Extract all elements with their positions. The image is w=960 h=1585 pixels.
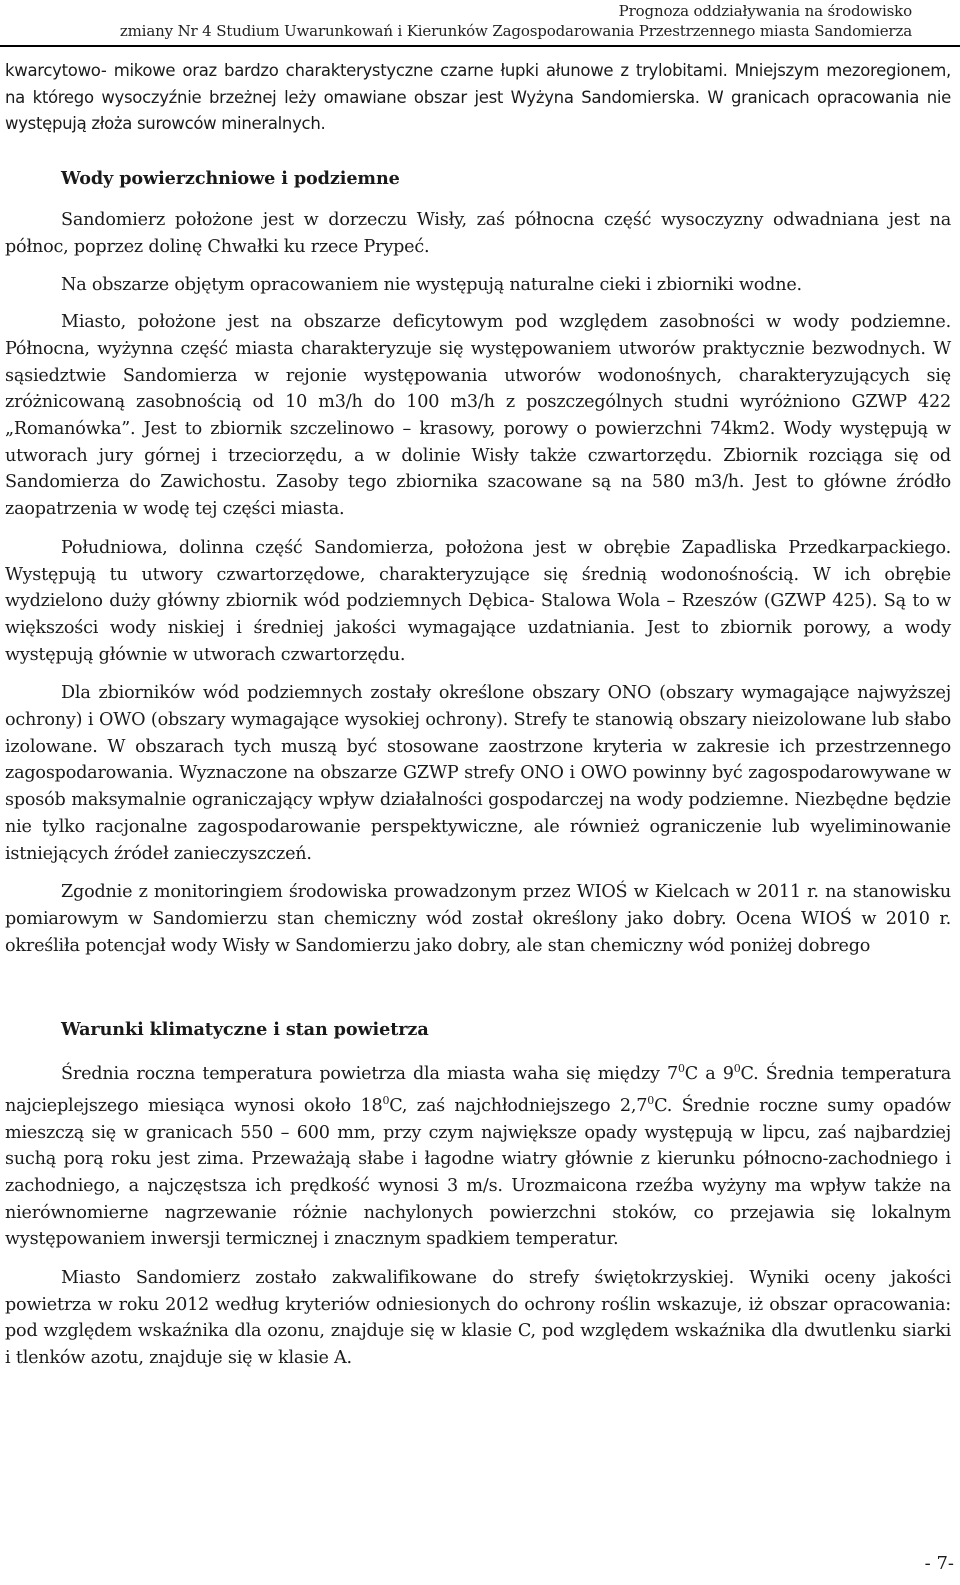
waters-paragraph-2: Na obszarze objętym opracowaniem nie występują naturalne cieki i zbiorniki wodne. bbox=[61, 274, 802, 295]
climate-text-b: C a 9 bbox=[684, 1064, 734, 1085]
intro-paragraph: kwarcytowo- mikowe oraz bardzo charakterystyczne czarne łupki ałunowe z trylobitami. Mniejszym mezoregionem, na którego wysoczyźnie brzeżnej leży omawiane obszar jest Wyżyna Sandomierska. W granicach opracowania nie występują złoża surowców mineralnych. bbox=[5, 61, 951, 134]
waters-paragraph-1: Sandomierz położone jest w dorzeczu Wisły, zaś północna część wysoczyzny odwadniana jest na północ, poprzez dolinę Chwałki ku rzece Prypeć. bbox=[5, 210, 951, 257]
waters-paragraph-4: Południowa, dolinna część Sandomierza, położona jest w obrębie Zapadliska Przedkarpackiego. Występują tu utwory czwartorzędowe, charakteryzujące się średnią wodonośnością. W ich obrębie wydzielono duży główny zbiornik wód podziemnych Dębica- Stalowa Wola – Rzeszów (GZWP 425). Są to w większości wody niskiej i średniej jakości wymagające uzdatniania. Jest to zbiornik porowy, a wody występują głównie w utworach czwartorzędu. bbox=[5, 537, 951, 665]
climate-paragraph-1 bbox=[5, 1056, 951, 1253]
page-number: - 7- bbox=[924, 1553, 954, 1574]
section-heading-waters: Wody powierzchniowe i podziemne bbox=[61, 168, 400, 190]
degree-superscript: 0 bbox=[647, 1093, 655, 1107]
climate-text-d: C, zaś najchłodniejszego 2,7 bbox=[389, 1095, 648, 1116]
climate-paragraph-2: Miasto Sandomierz zostało zakwalifikowane do strefy świętokrzyskiej. Wyniki oceny jakości powietrza w roku 2012 według kryteriów odniesionych do ochrony roślin wskazuje, iż obszar opracowania: pod względem wskaźnika dla ozonu, znajduje się w klasie C, pod względem wskaźnika dla dwutlenku siarki i tlenków azotu, znajduje się w klasie A. bbox=[5, 1268, 951, 1369]
climate-text-a: Średnia roczna temperatura powietrza dla miasta waha się między 7 bbox=[61, 1064, 678, 1085]
degree-superscript: 0 bbox=[382, 1093, 390, 1107]
climate-text-e: C. Średnie roczne sumy opadów mieszczą się w granicach 550 – 600 mm, przy czym największe opady występują w lipcu, zaś najbardziej suchą porą roku jest zima. Przeważają słabe i łagodne wiatry głównie z kierunku północno-zachodniego i zachodniego, a najczęstsza ich prędkość wynosi 3 m/s. Urozmaicona rzeźba wyżyny ma wpływ także na nierównomierne nagrzewanie różnie nachylonych powierzchni stoków, co przejawia się lokalnym występowaniem inwersji termicznej i znacznym spadkiem temperatur. bbox=[5, 1095, 951, 1250]
header-subtitle: zmiany Nr 4 Studium Uwarunkowań i Kierunków Zagospodarowania Przestrzennego miasta Sandomierza bbox=[119, 22, 912, 40]
document-body bbox=[5, 58, 951, 1372]
degree-superscript: 0 bbox=[677, 1062, 685, 1076]
waters-paragraph-5: Dla zbiorników wód podziemnych zostały określone obszary ONO (obszary wymagające najwyższej ochrony) i OWO (obszary wymagające wysokiej ochrony). Strefy te stanowią obszary nieizolowane lub słabo izolowane. W obszarach tych muszą być stosowane zaostrzone kryteria w zakresie ich przestrzennego zagospodarowania. Wyznaczone na obszarze GZWP strefy ONO i OWO powinny być zagospodarowywane w sposób maksymalnie ograniczający wpływ działalności gospodarczej na wody podziemne. Niezbędne będzie nie tylko racjonalne zagospodarowanie perspektywiczne, ale również ograniczenie lub wyeliminowanie istniejących źródeł zanieczyszczeń. bbox=[5, 683, 951, 864]
climate-text-c: C. Średnia temperatura najcieplejszego miesiąca wynosi około 18 bbox=[5, 1064, 951, 1116]
waters-paragraph-6: Zgodnie z monitoringiem środowiska prowadzonym przez WIOŚ w Kielcach w 2011 r. na stanowisku pomiarowym w Sandomierzu stan chemiczny wód został określony jako dobry. Ocena WIOŚ w 2010 r. określiła potencjał wody Wisły w Sandomierzu jako dobry, ale stan chemiczny wód poniżej dobrego bbox=[5, 882, 951, 956]
header-title: Prognoza oddziaływania na środowisko bbox=[618, 2, 912, 20]
header-divider bbox=[0, 45, 960, 47]
section-heading-climate: Warunki klimatyczne i stan powietrza bbox=[61, 1019, 429, 1041]
waters-paragraph-3: Miasto, położone jest na obszarze deficytowym pod względem zasobności w wody podziemne. Północna, wyżynna część miasta charakteryzuje się występowaniem utworów praktycznie bezwodnych. W sąsiedztwie Sandomierza w rejonie występowania utworów wodonośnych, charakteryzujących się zróżnicowaną zasobnością od 10 m3/h do 100 m3/h z poszczególnych studni wyróżniono GZWP 422 „Romanówka”. Jest to zbiornik szczelinowo – krasowy, porowy o powierzchni 74km2. Wody występują w utworach jury górnej i trzeciorzędu, a w dolinie Wisły także czwartorzędu. Zbiornik rozciąga się od Sandomierza do Zawichostu. Zasoby tego zbiornika szacowane są na 580 m3/h. Jest to główne źródło zaopatrzenia w wodę tej części miasta. bbox=[5, 312, 951, 520]
degree-superscript: 0 bbox=[733, 1062, 741, 1076]
